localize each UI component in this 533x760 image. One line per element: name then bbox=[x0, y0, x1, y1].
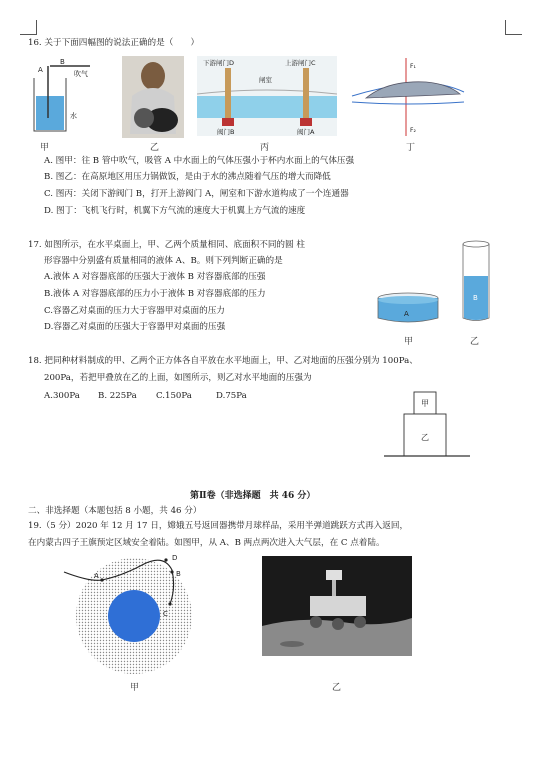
q16-option-d: D. 图丁：飞机飞行时，机翼下方气流的速度大于机翼上方气流的速度 bbox=[44, 206, 306, 216]
q19-line-1: 19.（5 分）2020 年 12 月 17 日，嫦娥五号返回器携带月球样品，采用半弹道跳跃方式再入返回， bbox=[28, 521, 409, 531]
q18-stem-line-1: 18. 把同种材料制成的甲、乙两个正方体各自平放在水平地面上，甲、乙对地面的压强分别为 100Pa、 bbox=[28, 356, 418, 366]
beaker-water bbox=[36, 96, 64, 130]
crop-mark-top-right bbox=[505, 20, 522, 35]
q19-fig-reentry-trajectory bbox=[60, 552, 220, 678]
point-d: D bbox=[172, 554, 178, 562]
rover-body bbox=[310, 596, 366, 616]
label-cube-yi: 乙 bbox=[421, 433, 429, 442]
label-water: 水 bbox=[70, 112, 77, 120]
wing-shape bbox=[366, 82, 460, 98]
q19-caption-jia: 甲 bbox=[130, 683, 140, 693]
q16-caption-bing: 丙 bbox=[260, 143, 270, 153]
q16-fig-beaker bbox=[28, 56, 118, 136]
q17-option-a: A.液体 A 对容器底部的压强大于液体 B 对容器底部的压强 bbox=[44, 272, 266, 282]
gate-c bbox=[303, 68, 309, 124]
q16-caption-yi: 乙 bbox=[150, 143, 160, 153]
q17-option-c: C.容器乙对桌面的压力大于容器甲对桌面的压力 bbox=[44, 306, 225, 316]
label-f1: F₁ bbox=[410, 63, 416, 70]
label-b: B bbox=[60, 58, 65, 66]
q19-line-2: 在内蒙古四子王旗预定区域安全着陆。如图甲，从 A、B 两点两次进入大气层，在 C 点着陆。 bbox=[28, 538, 385, 548]
q18-stem-line-2: 200Pa，若把甲叠放在乙的上面，如图所示，则乙对水平地面的压强为 bbox=[44, 373, 312, 383]
q16-option-b: B. 图乙：在高原地区用压力锅做饭，是由于水的沸点随着气压的增大而降低 bbox=[44, 172, 331, 182]
point-b: B bbox=[176, 570, 181, 578]
q16-fig-wing bbox=[348, 56, 468, 138]
point-a: A bbox=[94, 572, 99, 580]
point-c: C bbox=[163, 610, 168, 618]
q17-option-b: B.液体 A 对容器底部的压力小于液体 B 对容器底部的压力 bbox=[44, 289, 266, 299]
q18-fig-stacked-cubes bbox=[384, 390, 474, 464]
q16-stem: 16. 关于下面四幅图的说法正确的是（ ） bbox=[28, 38, 200, 48]
label-cube-jia: 甲 bbox=[421, 399, 429, 408]
q16-option-a: A. 图甲：往 B 管中吹气，吸管 A 中水面上的气体压强小于杯内水面上的气体压强 bbox=[44, 156, 355, 166]
q16-option-c: C. 图丙：关闭下游阀门 B，打开上游阀门 A，闸室和下游水道构成了一个连通器 bbox=[44, 189, 349, 199]
crop-mark-top-left bbox=[20, 20, 37, 35]
earth bbox=[108, 590, 160, 642]
q16-caption-jia: 甲 bbox=[40, 143, 50, 153]
q18-option-b: B. 225Pa bbox=[98, 391, 137, 401]
label-lock-chamber: 闸室 bbox=[259, 76, 272, 84]
label-a: A bbox=[38, 66, 43, 74]
q16-caption-ding: 丁 bbox=[406, 143, 416, 153]
q16-fig-ship-lock bbox=[197, 56, 337, 136]
q17-stem-line-2: 形容器中分别盛有质量相同的液体 A、B。则下列判断正确的是 bbox=[44, 256, 283, 266]
label-valve-b: 阀门B bbox=[217, 128, 235, 136]
q18-option-a: A.300Pa bbox=[44, 391, 80, 401]
label-liquid-a: A bbox=[404, 310, 409, 318]
q19-photo-rover bbox=[262, 556, 412, 656]
part2-title: 第Ⅱ卷（非选择题 共 46 分） bbox=[190, 491, 316, 501]
q18-option-d: D.75Pa bbox=[216, 391, 247, 401]
liquid-a-surface bbox=[378, 296, 438, 304]
label-f2: F₂ bbox=[410, 127, 416, 134]
label-valve-a: 阀门A bbox=[297, 128, 315, 136]
gate-d bbox=[225, 68, 231, 124]
label-downstream-gate: 下游闸门D bbox=[203, 59, 235, 67]
q16-fig-pressure-cooker-photo bbox=[122, 56, 184, 138]
q18-option-c: C.150Pa bbox=[156, 391, 192, 401]
lock-water bbox=[197, 96, 337, 118]
label-liquid-b: B bbox=[473, 294, 478, 302]
label-blow: 吹气 bbox=[74, 70, 88, 78]
label-upstream-gate: 上游闸门C bbox=[285, 59, 316, 67]
q17-caption-jia: 甲 bbox=[404, 337, 414, 347]
q17-stem-line-1: 17. 如图所示，在水平桌面上，甲、乙两个质量相同、底面积不同的圆 柱 bbox=[28, 240, 305, 250]
q17-fig-containers bbox=[372, 240, 502, 336]
q17-caption-yi: 乙 bbox=[470, 337, 480, 347]
q19-caption-yi: 乙 bbox=[332, 683, 342, 693]
q17-option-d: D.容器乙对桌面的压强大于容器甲对桌面的压强 bbox=[44, 322, 226, 332]
part2-subtitle: 二、非选择题（本题包括 8 小题，共 46 分） bbox=[28, 506, 202, 516]
